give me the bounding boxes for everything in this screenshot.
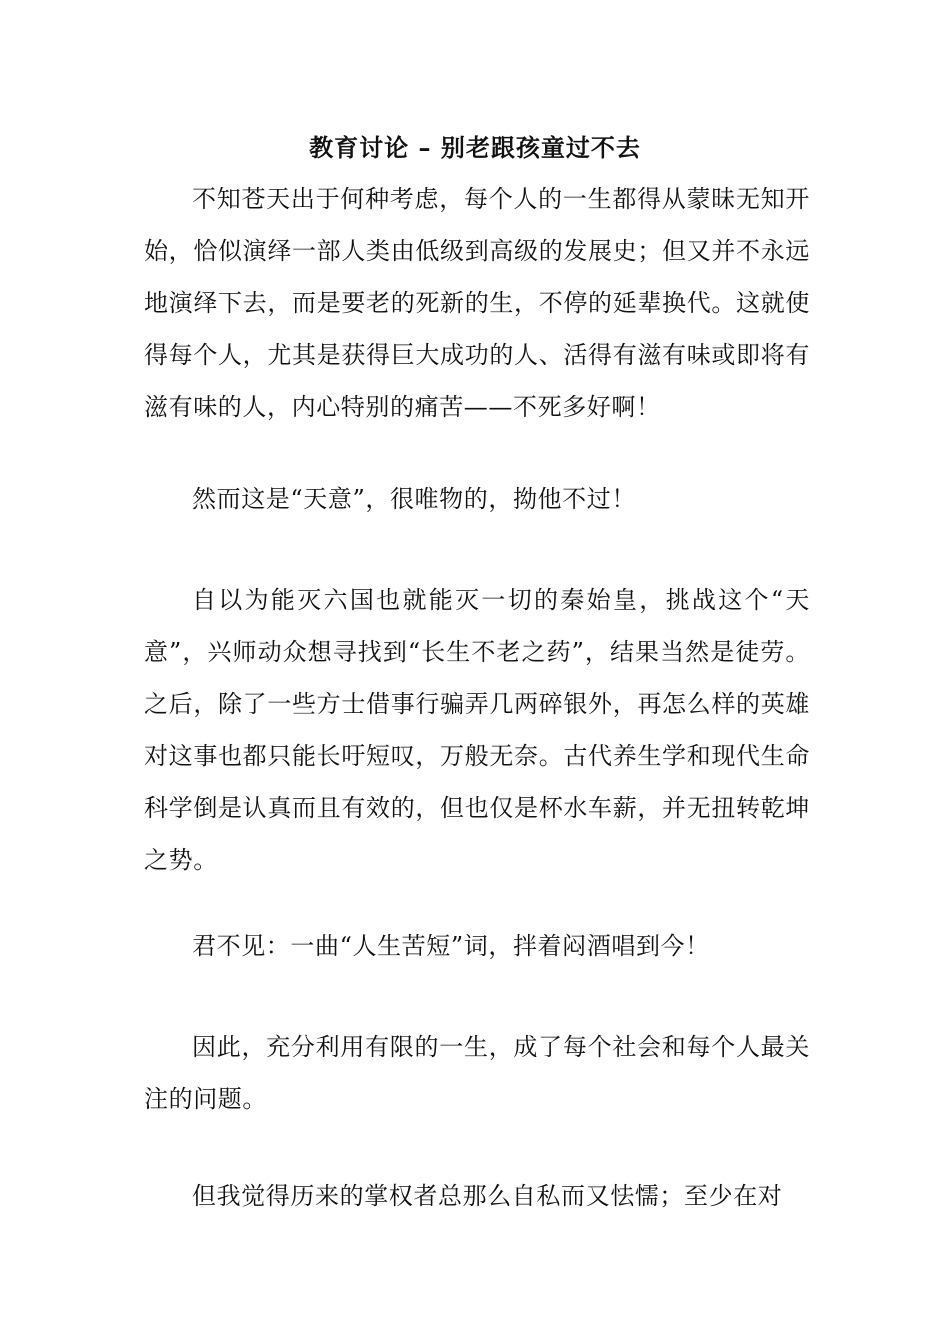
paragraph-5: 因此，充分利用有限的一生，成了每个社会和每个人最关注的问题。 [144,1033,810,1113]
paragraph-3: 自以为能灭六国也就能灭一切的秦始皇，挑战这个“天意”，兴师动众想寻找到“长生不老之药”，结果当然是徒劳。之后，除了一些方士借事行骗弄几两碎银外，再怎么样的英雄对这事也都只能长吁短叹，万般无奈。古代养生学和现代生命科学倒是认真而且有效的，但也仅是杯水车薪，并无扭转乾坤之势。 [144,586,810,874]
paragraph-4: 君不见：一曲“人生苦短”词，拌着闷酒唱到今！ [192,932,710,960]
paragraph-2: 然而这是“天意”，很唯物的，拗他不过！ [192,485,636,513]
paragraph-1: 不知苍天出于何种考虑，每个人的一生都得从蒙昧无知开始，恰似演绎一部人类由低级到高级的发展史；但又并不永远地演绎下去，而是要老的死新的生，不停的延辈换代。这就使得每个人，尤其是获得巨大成功的人、活得有滋有味或即将有滋有味的人，内心特别的痛苦——不死多好啊！ [144,185,810,421]
paragraph-6: 但我觉得历来的掌权者总那么自私而又怯懦；至少在对 [192,1182,783,1210]
document-title: 教育讨论 – 别老跟孩童过不去 [309,133,641,162]
